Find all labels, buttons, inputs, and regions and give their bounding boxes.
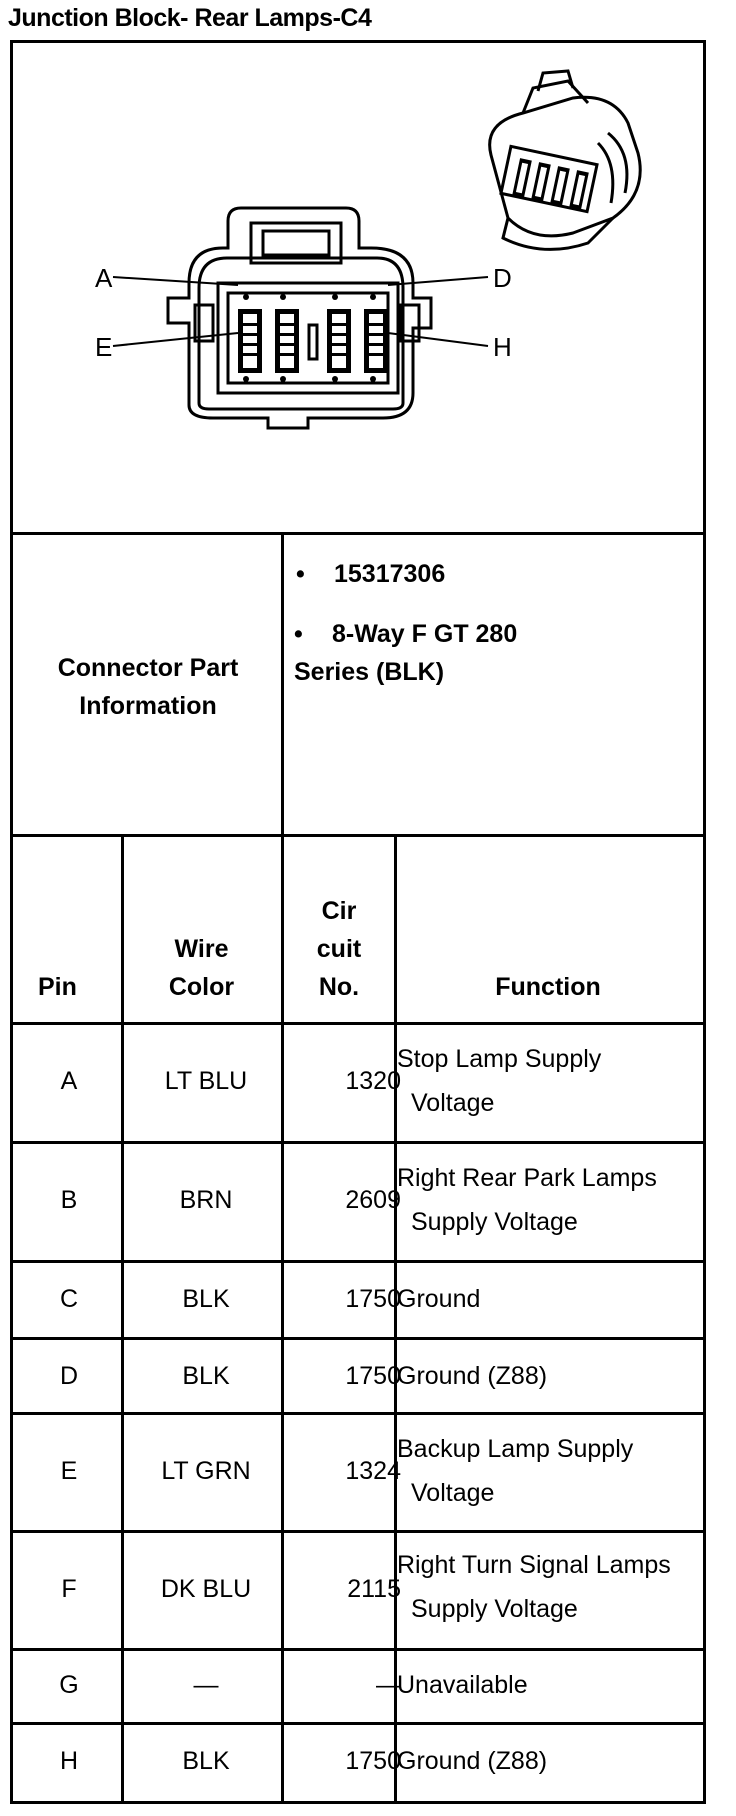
page-title: Junction Block- Rear Lamps-C4	[8, 4, 372, 32]
wire-color-cell: BRN	[179, 1186, 233, 1214]
circuit-cell: 2115	[347, 1575, 401, 1603]
function-cell: Ground (Z88)	[397, 1747, 548, 1775]
header-line: No.	[318, 973, 360, 1001]
pin-cell: F	[61, 1575, 77, 1603]
table-row	[13, 1263, 703, 1337]
function-line: Supply Voltage	[411, 1595, 578, 1623]
table-row	[13, 1144, 703, 1260]
circuit-cell: 1320	[345, 1067, 401, 1095]
table-row	[13, 1533, 703, 1648]
bullet: •	[294, 620, 303, 648]
terminal-cavity-d	[364, 309, 388, 373]
wire-color-cell: LT BLU	[164, 1067, 248, 1095]
function-cell	[397, 1543, 703, 1631]
column-header-wire-color	[124, 930, 279, 1006]
header-line: cuit	[316, 935, 362, 963]
function-line: Voltage	[411, 1089, 495, 1117]
function-cell: Ground	[397, 1285, 481, 1313]
connector-series: Series (BLK)	[294, 658, 445, 686]
function-cell	[397, 1037, 703, 1125]
function-line: Voltage	[411, 1479, 495, 1507]
wire-color-cell: BLK	[182, 1285, 230, 1313]
column-header-pin: Pin	[38, 973, 77, 1001]
pin-cell: B	[60, 1186, 78, 1214]
connector-3d-view	[490, 71, 641, 249]
function-cell: Ground (Z88)	[397, 1362, 548, 1390]
circuit-cell: 2609	[345, 1186, 401, 1214]
table-row	[13, 1725, 703, 1803]
list-item	[294, 615, 696, 691]
wire-color-cell: —	[193, 1671, 219, 1699]
function-line: Right Rear Park Lamps	[397, 1164, 657, 1192]
connector-part-info-label-line2: Information	[79, 692, 217, 720]
wire-color-cell: BLK	[182, 1362, 230, 1390]
pin-cell: A	[60, 1067, 78, 1095]
circuit-cell: 1750	[345, 1362, 401, 1390]
pin-cell: G	[59, 1671, 79, 1699]
terminal-cavity-b	[275, 309, 299, 373]
connector-part-info-list	[296, 555, 696, 713]
part-number: 15317306	[334, 560, 446, 588]
table-row	[13, 1340, 703, 1412]
circuit-cell: 1750	[345, 1747, 401, 1775]
function-line: Stop Lamp Supply	[397, 1045, 602, 1073]
column-header-circuit-no	[284, 892, 394, 1006]
function-cell: Unavailable	[397, 1671, 528, 1699]
wire-color-cell: LT GRN	[161, 1457, 251, 1485]
column-header-function: Function	[495, 973, 601, 1001]
bullet: •	[296, 560, 305, 588]
pin-label-d: D	[493, 263, 512, 293]
circuit-cell: 1324	[345, 1457, 401, 1485]
function-line: Supply Voltage	[411, 1208, 578, 1236]
pin-label-a: A	[95, 263, 113, 293]
header-line: Color	[168, 973, 235, 1001]
circuit-cell: 1750	[345, 1285, 401, 1313]
function-cell	[397, 1156, 703, 1244]
table-row	[13, 1025, 703, 1141]
function-cell	[397, 1427, 703, 1515]
pin-cell: D	[59, 1362, 79, 1390]
connector-part-info-label	[14, 535, 282, 835]
header-line: Cir	[321, 897, 357, 925]
connector-type: 8-Way F GT 280	[332, 620, 518, 648]
table-row	[13, 1651, 703, 1722]
wire-color-cell: BLK	[182, 1747, 230, 1775]
pin-label-h: H	[493, 332, 512, 362]
connector-diagram	[13, 43, 703, 533]
list-item	[296, 555, 696, 593]
pin-cell: E	[60, 1457, 78, 1485]
wire-color-cell: DK BLU	[160, 1575, 252, 1603]
table-row	[13, 1415, 703, 1530]
function-line: Right Turn Signal Lamps	[397, 1551, 671, 1579]
connector-part-info-label-line1: Connector Part	[57, 654, 239, 682]
pin-cell: H	[59, 1747, 79, 1775]
function-line: Backup Lamp Supply	[397, 1435, 634, 1463]
header-line: Wire	[174, 935, 229, 963]
terminal-cavity-a	[238, 309, 262, 373]
circuit-cell: —	[376, 1671, 401, 1699]
pin-label-e: E	[95, 332, 113, 362]
pin-cell: C	[59, 1285, 79, 1313]
connector-face-drawing	[13, 43, 703, 533]
terminal-cavity-c	[327, 309, 351, 373]
